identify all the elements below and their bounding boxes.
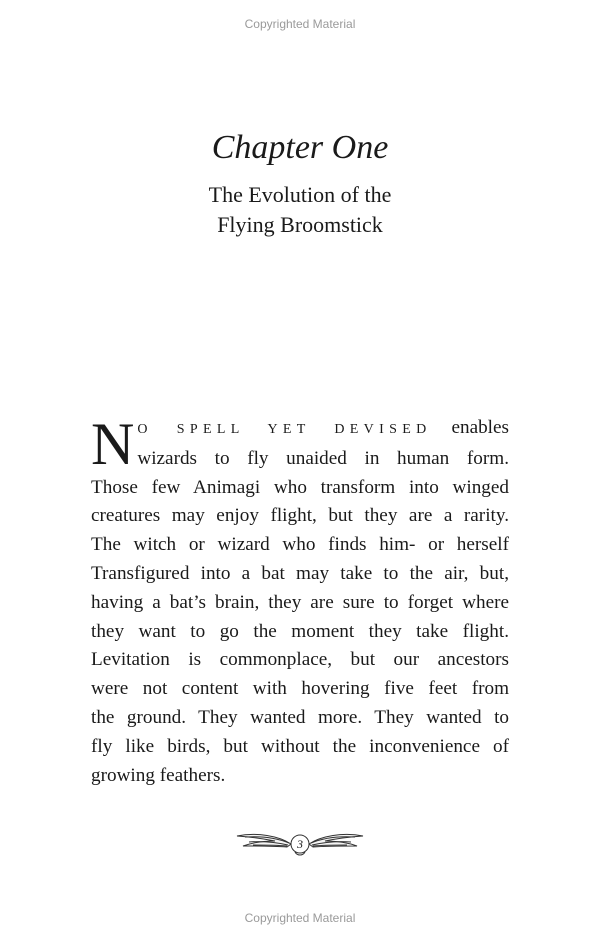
chapter-heading xyxy=(0,126,600,240)
body-paragraph xyxy=(91,411,509,790)
chapter-subtitle-line-1: The Evolution of the xyxy=(208,182,392,207)
paragraph-line-13: growing feathers. xyxy=(91,764,226,786)
chapter-subtitle-line-2: Flying Broomstick xyxy=(217,212,383,237)
paragraph-line-7: having a bat’s brain, they are sure to forget where xyxy=(91,591,509,613)
paragraph-line-11: the ground. They wanted more. They wanted to xyxy=(91,706,509,728)
paragraph-line-1 xyxy=(91,414,509,445)
chapter-subtitle xyxy=(0,180,600,240)
copyright-watermark-bottom: Copyrighted Material xyxy=(244,911,356,925)
paragraph-line-3: Those few Animagi who transform into winged xyxy=(91,476,509,498)
chapter-title: Chapter One xyxy=(211,129,389,166)
page-number: 3 xyxy=(297,837,303,851)
small-caps-opening: O SPELL YET DEVISED xyxy=(137,422,432,437)
paragraph-line-4: creatures may enjoy flight, but they are a rarity. xyxy=(91,505,509,527)
drop-cap: N xyxy=(91,411,135,477)
copyright-watermark-top: Copyrighted Material xyxy=(244,17,356,31)
line-1-text: enables xyxy=(451,417,509,438)
paragraph-line-12: fly like birds, but without the inconvenience of xyxy=(91,735,509,757)
paragraph-line-9: Levitation is commonplace, but our ancestors xyxy=(91,649,509,671)
paragraph-line-8: they want to go the moment they take flight. xyxy=(91,620,509,642)
paragraph-line-2: wizards to fly unaided in human form. xyxy=(137,447,509,469)
paragraph-line-6: Transfigured into a bat may take to the air, but, xyxy=(91,562,509,584)
paragraph-line-10: were not content with hovering five feet from xyxy=(91,678,509,700)
paragraph-line-5: The witch or wizard who finds him- or herself xyxy=(91,534,509,556)
winged-page-number xyxy=(235,828,365,860)
